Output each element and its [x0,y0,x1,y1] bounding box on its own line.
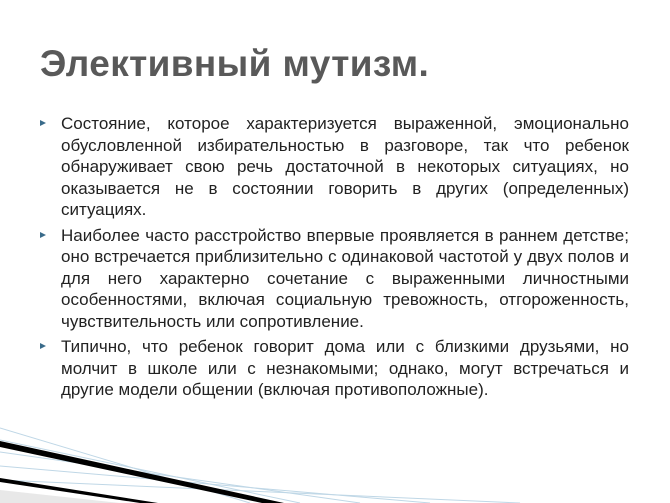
bullet-text: Типично, что ребенок говорит дома или с близкими друзьями, но молчит в школе или с незнакомыми; однако, могут встречаться и другие модели общении (включая противоположные). [61,337,629,399]
slide-title: Элективный мутизм. [40,43,430,84]
bullet-text: Состояние, которое характеризуется выраженной, эмоционально обусловленной избирательностью в разговоре, так что ребенок обнаруживает свою речь достаточной в некоторых ситуациях, но оказывается не в состоянии говорить в других (определенных) ситуациях. [61,114,629,219]
bullet-text: Наиболее часто расстройство впервые проявляется в раннем детстве; оно встречается приблизительно с одинаковой частотой у двух полов и для него характерно сочетание с выраженными личностными особенностями, включая социальную тревожность, отгороженность, чувствительность или сопротивление. [61,225,629,331]
